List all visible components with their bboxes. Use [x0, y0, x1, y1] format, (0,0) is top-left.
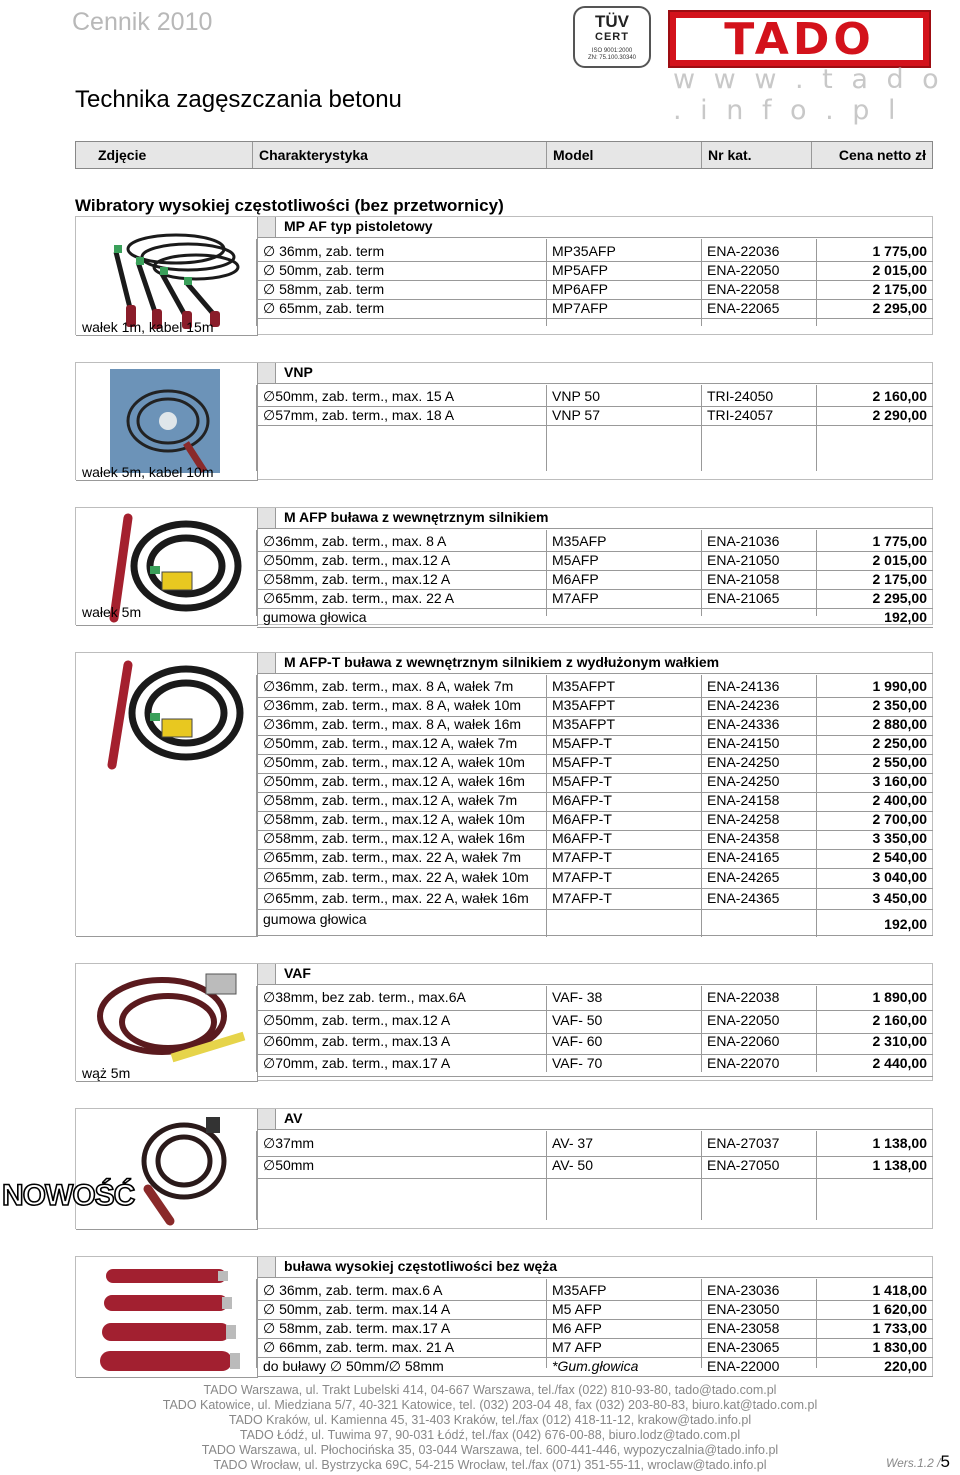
group-header [257, 653, 933, 674]
page-title: Technika zagęszczania betonu [75, 86, 402, 113]
footer-line: TADO Katowice, ul. Miedziana 5/7, 40-321 Katowice, tel. (032) 203-04 48, fax (032) 203-80-83, biuro.kat@tado.com.pl [162, 1398, 818, 1412]
spec-cell: ∅ 50mm, zab. term. max.14 A [263, 1301, 451, 1317]
catno-cell: ENA-22058 [707, 281, 780, 297]
catno-cell: ENA-22000 [707, 1358, 780, 1374]
spec-cell: gumowa głowica [263, 609, 367, 625]
model-cell: M35AFP [552, 1282, 607, 1298]
price-cell: 3 350,00 [872, 830, 927, 846]
catno-cell: ENA-27037 [707, 1135, 780, 1151]
catno-cell: ENA-21036 [707, 533, 780, 549]
col-spec: Charakterystyka [253, 142, 547, 168]
group-header-marker [258, 508, 276, 528]
model-cell: VAF- 38 [552, 989, 603, 1005]
footer-line: TADO Kraków, ul. Kamienna 45, 31-403 Kraków, tel./fax (012) 418-11-12, krakow@tado.info.pl [228, 1413, 752, 1427]
table-row [257, 609, 933, 628]
model-cell: VNP 57 [552, 407, 600, 423]
product-group [75, 1108, 933, 1229]
price-cell: 2 290,00 [872, 407, 927, 423]
table-row [257, 262, 933, 281]
spec-cell: ∅ 50mm, zab. term [263, 262, 385, 278]
price-cell: 2 160,00 [872, 1012, 927, 1028]
spec-cell: ∅58mm, zab. term., max.12 A, wałek 16m [263, 830, 525, 846]
product-photo [76, 1257, 258, 1378]
catno-cell: ENA-23050 [707, 1301, 780, 1317]
page-number: 5 [940, 1452, 950, 1471]
group-title: AV [284, 1110, 303, 1126]
catno-cell: ENA-24358 [707, 830, 780, 846]
model-cell: M6 AFP [552, 1320, 602, 1336]
table-row [257, 989, 933, 1011]
price-cell: 3 160,00 [872, 773, 927, 789]
catno-cell: ENA-24136 [707, 678, 780, 694]
table-row [257, 1157, 933, 1179]
tuv-cert-logo [573, 6, 651, 68]
model-cell: M6AFP-T [552, 830, 612, 846]
table-row [257, 754, 933, 774]
spec-cell: ∅ 36mm, zab. term [263, 243, 385, 259]
spec-cell: ∅ 66mm, zab. term. max. 21 A [263, 1339, 455, 1355]
model-cell: M5AFP-T [552, 735, 612, 751]
group-header-marker [258, 653, 276, 673]
product-group [75, 963, 933, 1081]
group-header-marker [258, 217, 276, 237]
price-cell: 1 990,00 [872, 678, 927, 694]
product-group [75, 362, 933, 480]
price-cell: 2 310,00 [872, 1033, 927, 1049]
table-row [257, 716, 933, 736]
model-cell: M35AFPT [552, 716, 616, 732]
model-cell: M7AFP-T [552, 890, 612, 906]
table-row [257, 890, 933, 910]
table-row [257, 678, 933, 698]
group-title: buława wysokiej częstotliwości bez węża [284, 1258, 558, 1274]
model-cell: *Gum.głowica [552, 1358, 639, 1374]
price-cell: 1 418,00 [872, 1282, 927, 1298]
spec-cell: ∅50mm [263, 1157, 315, 1173]
model-cell: M35AFPT [552, 697, 616, 713]
table-row [257, 1320, 933, 1339]
spec-cell: ∅36mm, zab. term., max. 8 A, wałek 10m [263, 697, 522, 713]
footer-line: TADO Łódź, ul. Tuwima 97, 90-031 Łódź, tel./fax (042) 676-00-88, biuro.lodz@tado.com.pl [239, 1428, 741, 1442]
price-cell: 220,00 [884, 1358, 927, 1374]
price-cell: 2 550,00 [872, 754, 927, 770]
photo-caption: wałek 5m [82, 604, 142, 620]
price-list-year: Cennik 2010 [72, 8, 213, 36]
product-group [75, 507, 933, 625]
group-title: VAF [284, 965, 311, 981]
price-cell: 1 138,00 [872, 1135, 927, 1151]
catno-cell: ENA-23065 [707, 1339, 780, 1355]
catno-cell: ENA-24250 [707, 773, 780, 789]
col-model: Model [547, 142, 702, 168]
catno-cell: ENA-21058 [707, 571, 780, 587]
spec-cell: ∅36mm, zab. term., max. 8 A, wałek 16m [263, 716, 522, 732]
price-cell: 1 733,00 [872, 1320, 927, 1336]
model-cell: VAF- 70 [552, 1055, 603, 1071]
new-badge-text: NOWOŚĆ [2, 1179, 135, 1212]
spec-cell: ∅37mm [263, 1135, 315, 1151]
group-header [257, 1257, 933, 1278]
catno-cell: TRI-24050 [707, 388, 774, 404]
price-cell: 1 775,00 [872, 243, 927, 259]
section-title: Wibratory wysokiej częstotliwości (bez przetwornicy) [75, 196, 504, 215]
model-cell: M7AFP-T [552, 869, 612, 885]
price-cell: 192,00 [884, 609, 927, 625]
catno-cell: ENA-24265 [707, 869, 780, 885]
product-photo-image [76, 1257, 258, 1378]
table-row [257, 1282, 933, 1301]
price-cell: 2 440,00 [872, 1055, 927, 1071]
product-photo [76, 653, 258, 937]
catno-cell: ENA-22065 [707, 300, 780, 316]
table-row [257, 1358, 933, 1377]
table-row [257, 697, 933, 717]
new-badge [0, 1177, 135, 1212]
spec-cell: ∅50mm, zab. term., max.12 A [263, 1012, 451, 1028]
website-url[interactable]: w w w . t a d o . i n f o . p l [673, 64, 944, 126]
catno-cell: ENA-24236 [707, 697, 780, 713]
price-cell: 2 295,00 [872, 590, 927, 606]
catno-cell: TRI-24057 [707, 407, 774, 423]
spec-cell: ∅ 36mm, zab. term. max.6 A [263, 1282, 443, 1298]
price-cell: 2 295,00 [872, 300, 927, 316]
table-row [257, 1033, 933, 1055]
model-cell: AV- 37 [552, 1135, 593, 1151]
price-cell: 2 175,00 [872, 281, 927, 297]
price-cell: 3 450,00 [872, 890, 927, 906]
table-row [257, 281, 933, 300]
spec-cell: ∅58mm, zab. term., max.12 A, wałek 7m [263, 792, 518, 808]
footer-line: TADO Warszawa, ul. Płochocińska 35, 03-044 Warszawa, tel. 600-441-446, wypozyczalnia@tado.info.pl [201, 1443, 779, 1457]
price-cell: 1 775,00 [872, 533, 927, 549]
model-cell: M6AFP-T [552, 792, 612, 808]
group-title: M AFP buława z wewnętrznym silnikiem [284, 509, 549, 525]
group-title: MP AF typ pistoletowy [284, 218, 433, 234]
catno-cell: ENA-22050 [707, 262, 780, 278]
table-row [257, 792, 933, 812]
version-label: Wers.1.2 /5 [886, 1452, 950, 1471]
footer-line: TADO Warszawa, ul. Trakt Lubelski 414, 04-667 Warszawa, tel./fax (022) 810-93-80, tado@tado.com.pl [203, 1383, 777, 1397]
price-cell: 3 040,00 [872, 869, 927, 885]
tado-logo-text: TADO [676, 18, 923, 60]
spec-cell: do buławy ∅ 50mm/∅ 58mm [263, 1358, 444, 1374]
table-row [257, 571, 933, 590]
table-row [257, 552, 933, 571]
price-cell: 2 540,00 [872, 849, 927, 865]
table-row [257, 849, 933, 869]
price-cell: 192,00 [884, 916, 927, 932]
table-row [257, 533, 933, 552]
spec-cell: ∅ 58mm, zab. term [263, 281, 385, 297]
photo-caption: wąż 5m [82, 1065, 131, 1081]
model-cell: M6AFP [552, 571, 599, 587]
spec-cell: ∅65mm, zab. term., max. 22 A [263, 590, 455, 606]
model-cell: M35AFP [552, 533, 607, 549]
table-row [257, 811, 933, 831]
price-cell: 2 250,00 [872, 735, 927, 751]
model-cell: MP35AFP [552, 243, 616, 259]
model-cell: M6AFP-T [552, 811, 612, 827]
model-cell: M5 AFP [552, 1301, 602, 1317]
group-header [257, 964, 933, 985]
catno-cell: ENA-24250 [707, 754, 780, 770]
tado-logo [668, 10, 931, 68]
table-row [257, 869, 933, 889]
table-row [257, 1135, 933, 1157]
model-cell: M7AFP-T [552, 849, 612, 865]
footer-addresses [150, 1383, 830, 1473]
catno-cell: ENA-24336 [707, 716, 780, 732]
catno-cell: ENA-23036 [707, 1282, 780, 1298]
model-cell: VAF- 50 [552, 1012, 603, 1028]
spec-cell: ∅58mm, zab. term., max.12 A, wałek 10m [263, 811, 525, 827]
group-header [257, 1109, 933, 1130]
col-catno: Nr kat. [702, 142, 812, 168]
price-cell: 2 015,00 [872, 262, 927, 278]
price-cell: 2 015,00 [872, 552, 927, 568]
model-cell: M5AFP-T [552, 773, 612, 789]
price-cell: 1 620,00 [872, 1301, 927, 1317]
table-row [257, 1055, 933, 1077]
model-cell: M5AFP [552, 552, 599, 568]
tuv-brand: TÜV [595, 12, 629, 31]
model-cell: VAF- 60 [552, 1033, 603, 1049]
catno-cell: ENA-24258 [707, 811, 780, 827]
catno-cell: ENA-22038 [707, 989, 780, 1005]
product-group [75, 216, 933, 335]
table-row [257, 830, 933, 850]
product-group [75, 1256, 933, 1377]
group-title: M AFP-T buława z wewnętrznym silnikiem z wydłużonym wałkiem [284, 654, 720, 670]
spec-cell: ∅ 65mm, zab. term [263, 300, 385, 316]
catno-cell: ENA-21065 [707, 590, 780, 606]
spec-cell: ∅65mm, zab. term., max. 22 A, wałek 10m [263, 869, 529, 885]
price-cell: 2 160,00 [872, 388, 927, 404]
spec-cell: ∅58mm, zab. term., max.12 A [263, 571, 451, 587]
catno-cell: ENA-22060 [707, 1033, 780, 1049]
price-cell: 2 700,00 [872, 811, 927, 827]
spec-cell: ∅60mm, zab. term., max.13 A [263, 1033, 451, 1049]
catno-cell: ENA-24365 [707, 890, 780, 906]
group-header-marker [258, 1109, 276, 1129]
spec-cell: ∅38mm, bez zab. term., max.6A [263, 989, 466, 1005]
table-row [257, 735, 933, 755]
photo-caption: wałek 1m, kabel 15m [82, 319, 214, 335]
table-header [75, 141, 933, 169]
price-cell: 1 138,00 [872, 1157, 927, 1173]
group-header-marker [258, 1257, 276, 1277]
group-header-marker [258, 964, 276, 984]
model-cell: AV- 50 [552, 1157, 593, 1173]
model-cell: M35AFPT [552, 678, 616, 694]
spec-cell: ∅65mm, zab. term., max. 22 A, wałek 7m [263, 849, 522, 865]
model-cell: VNP 50 [552, 388, 600, 404]
table-row [257, 773, 933, 793]
spec-cell: ∅50mm, zab. term., max.12 A, wałek 10m [263, 754, 525, 770]
catno-cell: ENA-21050 [707, 552, 780, 568]
model-cell: M5AFP-T [552, 754, 612, 770]
spec-cell: ∅70mm, zab. term., max.17 A [263, 1055, 451, 1071]
catno-cell: ENA-24158 [707, 792, 780, 808]
catno-cell: ENA-27050 [707, 1157, 780, 1173]
spec-cell: ∅36mm, zab. term., max. 8 A [263, 533, 447, 549]
spec-cell: ∅65mm, zab. term., max. 22 A, wałek 16m [263, 890, 529, 906]
model-cell: M7AFP [552, 590, 599, 606]
group-header [257, 217, 933, 238]
spec-cell: gumowa głowica [263, 911, 367, 927]
spec-cell: ∅50mm, zab. term., max.12 A, wałek 16m [263, 773, 525, 789]
price-cell: 2 350,00 [872, 697, 927, 713]
catno-cell: ENA-22070 [707, 1055, 780, 1071]
spec-cell: ∅50mm, zab. term., max.12 A, wałek 7m [263, 735, 518, 751]
spec-cell: ∅50mm, zab. term., max. 15 A [263, 388, 455, 404]
spec-cell: ∅50mm, zab. term., max.12 A [263, 552, 451, 568]
group-header [257, 508, 933, 529]
footer-line: TADO Wrocław, ul. Bystrzycka 69C, 54-215 Wrocław, tel./fax (071) 351-55-11, wroclaw@tado.info.pl [213, 1458, 767, 1472]
spec-cell: ∅ 58mm, zab. term. max.17 A [263, 1320, 451, 1336]
table-row [257, 300, 933, 319]
model-cell: M7 AFP [552, 1339, 602, 1355]
price-cell: 1 830,00 [872, 1339, 927, 1355]
price-cell: 1 890,00 [872, 989, 927, 1005]
table-row [257, 243, 933, 262]
col-photo: Zdjęcie [76, 142, 253, 168]
catno-cell: ENA-23058 [707, 1320, 780, 1336]
model-cell: MP6AFP [552, 281, 609, 297]
price-cell: 2 175,00 [872, 571, 927, 587]
group-header-marker [258, 363, 276, 383]
spec-cell: ∅36mm, zab. term., max. 8 A, wałek 7m [263, 678, 514, 694]
col-price: Cena netto zł [838, 147, 926, 163]
catno-cell: ENA-22050 [707, 1012, 780, 1028]
product-group [75, 652, 933, 936]
table-row [257, 1301, 933, 1320]
group-title: VNP [284, 364, 313, 380]
table-row [257, 388, 933, 407]
tuv-cert-label: CERT [595, 31, 629, 43]
product-photo-image [76, 653, 258, 937]
price-cell: 2 400,00 [872, 792, 927, 808]
table-row [257, 407, 933, 426]
table-row [257, 911, 933, 936]
spec-cell: ∅57mm, zab. term., max. 18 A [263, 407, 455, 423]
model-cell: MP7AFP [552, 300, 609, 316]
catno-cell: ENA-22036 [707, 243, 780, 259]
catno-cell: ENA-24165 [707, 849, 780, 865]
table-row [257, 1339, 933, 1358]
photo-caption: wałek 5m, kabel 10m [82, 464, 214, 480]
table-row [257, 1012, 933, 1034]
price-cell: 2 880,00 [872, 716, 927, 732]
model-cell: MP5AFP [552, 262, 609, 278]
group-header [257, 363, 933, 384]
table-row [257, 590, 933, 609]
tuv-iso: ISO 9001:2000 [591, 48, 633, 54]
tuv-zn: ZN: 75.100.30340 [587, 55, 637, 61]
catno-cell: ENA-24150 [707, 735, 780, 751]
